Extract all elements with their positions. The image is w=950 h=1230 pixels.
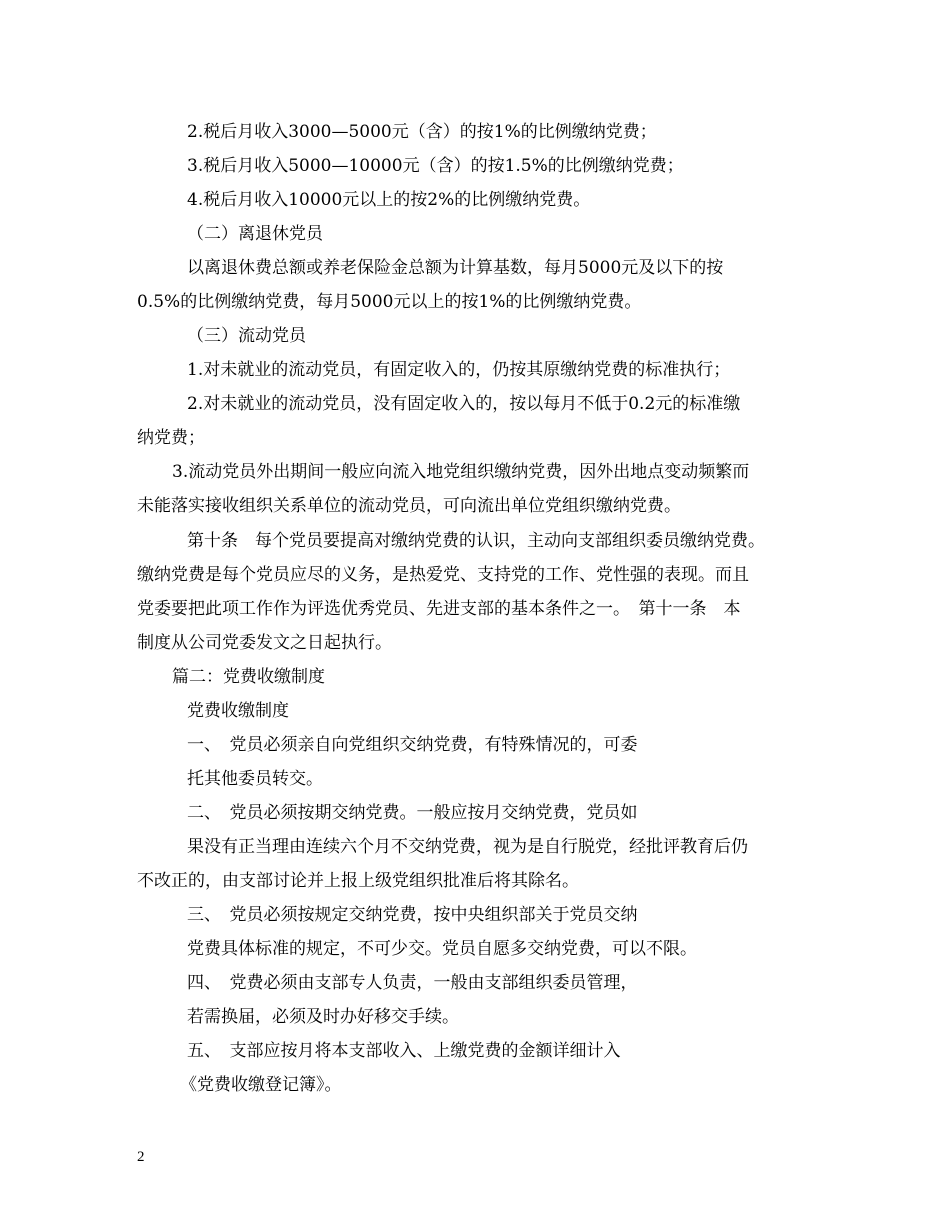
text-line-15: 党委要把此项工作作为评选优秀党员、先进支部的基本条件之一。 第十一条 本 <box>137 599 741 619</box>
rule-five: 五、 支部应按月将本支部收入、上缴党费的金额详细计入 <box>187 1041 621 1061</box>
text-line-3: 4.税后月收入10000元以上的按2%的比例缴纳党费。 <box>187 190 591 210</box>
section-heading-mobile: （三）流动党员 <box>187 326 306 346</box>
rule-one: 一、 党员必须亲自向党组织交纳党费，有特殊情况的，可委 <box>187 735 638 755</box>
text-line-5: 以离退休费总额或养老保险金总额为计算基数，每月5000元及以下的按 <box>187 258 724 278</box>
text-line-14: 缴纳党费是每个党员应尽的义务，是热爱党、支持党的工作、党性强的表现。而且 <box>137 565 749 585</box>
text-line-2: 3.税后月收入5000—10000元（含）的按1.5%的比例缴纳党费； <box>187 156 684 176</box>
text-line-27: 若需换届，必须及时办好移交手续。 <box>187 1007 459 1027</box>
text-line-29: 《党费收缴登记簿》。 <box>180 1075 342 1095</box>
page-number: 2 <box>137 1149 145 1165</box>
text-line-22: 果没有正当理由连续六个月不交纳党费，视为是自行脱党，经批评教育后仍 <box>187 837 748 857</box>
text-line-12: 未能落实接收组织关系单位的流动党员，可向流出单位党组织缴纳党费。 <box>137 496 681 516</box>
text-line-8: 1.对未就业的流动党员，有固定收入的，仍按其原缴纳党费的标准执行； <box>187 360 731 380</box>
text-line-10: 纳党费； <box>137 428 205 448</box>
section-title: 党费收缴制度 <box>187 701 289 721</box>
text-line-11: 3.流动党员外出期间一般应向流入地党组织缴纳党费，因外出地点变动频繁而 <box>172 462 750 482</box>
section-heading-retired: （二）离退休党员 <box>187 224 323 244</box>
text-line-9: 2.对未就业的流动党员，没有固定收入的，按以每月不低于0.2元的标准缴 <box>187 394 741 414</box>
rule-three: 三、 党员必须按规定交纳党费，按中央组织部关于党员交纳 <box>187 905 638 925</box>
text-line-20: 托其他委员转交。 <box>187 769 323 789</box>
text-line-6: 0.5%的比例缴纳党费，每月5000元以上的按1%的比例缴纳党费。 <box>137 292 642 312</box>
article-ten: 第十条 每个党员要提高对缴纳党费的认识，主动向支部组织委员缴纳党费。 <box>187 531 765 551</box>
rule-two: 二、 党员必须按期交纳党费。一般应按月交纳党费，党员如 <box>187 803 638 823</box>
text-line-25: 党费具体标准的规定，不可少交。党员自愿多交纳党费，可以不限。 <box>187 939 697 959</box>
text-line-23: 不改正的，由支部讨论并上报上级党组织批准后将其除名。 <box>137 871 579 891</box>
text-line-16: 制度从公司党委发文之日起执行。 <box>137 633 392 653</box>
rule-four: 四、 党费必须由支部专人负责，一般由支部组织委员管理， <box>187 973 638 993</box>
text-line-1: 2.税后月收入3000—5000元（含）的按1%的比例缴纳党费； <box>187 122 657 142</box>
chapter-two-heading: 篇二：党费收缴制度 <box>172 667 325 687</box>
